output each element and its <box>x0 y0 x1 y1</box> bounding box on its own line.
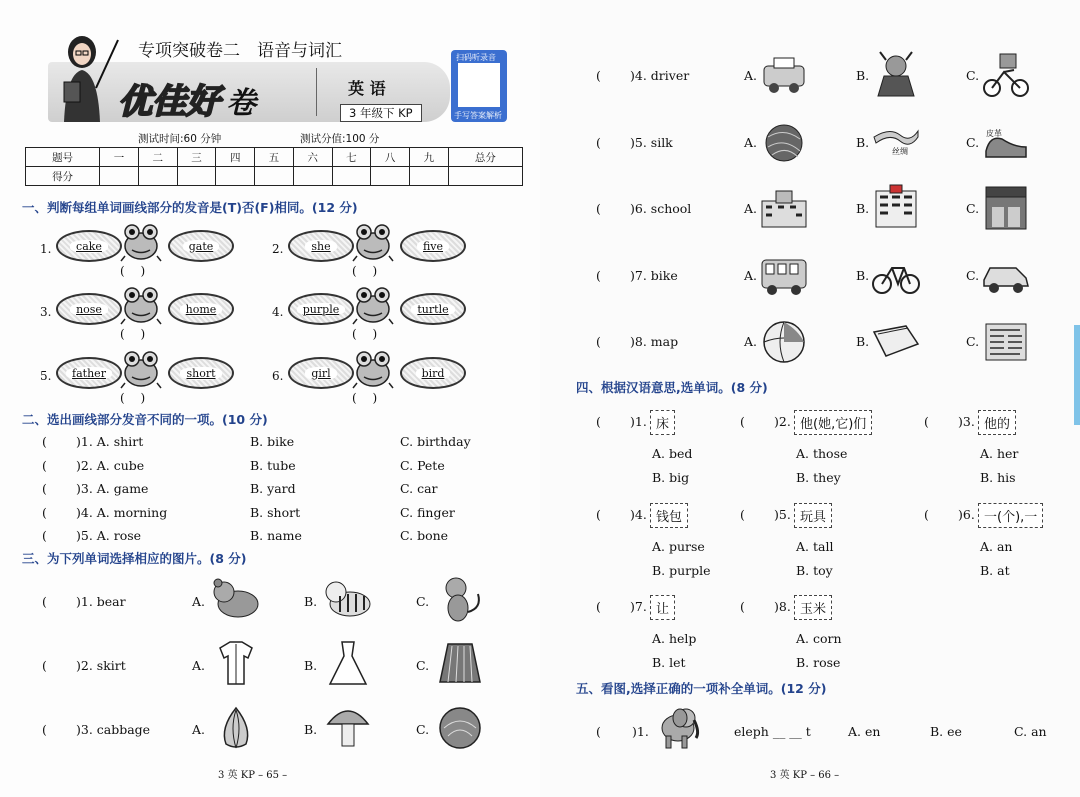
score-table-score-row <box>26 167 523 186</box>
dress-icon <box>322 638 374 688</box>
score-header-cell: 二 <box>138 148 177 167</box>
item-number: )3. <box>958 414 975 429</box>
word-b: turtle <box>411 303 454 316</box>
newspaper-icon <box>980 316 1032 366</box>
item-number: )4. <box>630 507 647 522</box>
score-header-cell: 八 <box>371 148 410 167</box>
option-letter[interactable]: B. <box>304 658 318 673</box>
option-a[interactable]: )5. A. rose <box>76 528 142 543</box>
option-b[interactable]: B. name <box>250 528 302 543</box>
pair-number: 4. <box>272 305 284 319</box>
brand-logo <box>118 74 256 123</box>
word-b: short <box>180 367 221 380</box>
score-table <box>25 147 523 186</box>
item-word: )6. school <box>630 201 692 216</box>
answer-paren[interactable]: ( <box>42 481 47 496</box>
score-header-cell: 九 <box>410 148 449 167</box>
option-letter[interactable]: C. <box>416 658 430 673</box>
score-header-cell: 三 <box>177 148 216 167</box>
box-icon <box>870 316 922 366</box>
score-cell[interactable] <box>216 167 255 186</box>
answer-paren[interactable]: ( <box>596 414 601 429</box>
answer-paren[interactable]: ( <box>740 599 745 614</box>
right-page <box>540 0 1080 797</box>
silk-caption: 丝绸 <box>892 147 908 156</box>
leather-caption: 皮革 <box>986 129 1002 138</box>
bus-icon <box>758 250 810 300</box>
answer-paren[interactable]: ( <box>596 68 601 83</box>
score-cell[interactable] <box>293 167 332 186</box>
pair-number: 5. <box>40 369 52 383</box>
s5-item1-num: )1. <box>632 724 649 739</box>
word-oval-a <box>56 293 122 325</box>
frog-icon <box>120 349 162 389</box>
option-letter[interactable]: A. <box>192 658 206 673</box>
option-b[interactable]: B. at <box>980 563 1010 578</box>
score-header-cell: 六 <box>293 148 332 167</box>
word-b: bird <box>416 367 451 380</box>
option-a[interactable]: A. bed <box>652 446 693 461</box>
answer-paren[interactable]: ( <box>596 507 601 522</box>
word-b: home <box>180 303 223 316</box>
score-cell[interactable] <box>177 167 216 186</box>
option-c[interactable]: C. finger <box>400 504 455 520</box>
word-a: she <box>305 240 336 253</box>
score-row-label: 得分 <box>26 167 100 186</box>
s5-option-c[interactable]: C. an <box>1014 724 1047 739</box>
motorbike-icon <box>980 50 1032 100</box>
word-oval-a <box>56 230 122 262</box>
word-oval-a <box>288 230 354 262</box>
section3-title: 三、为下列单词选择相应的图片。(8 分) <box>22 551 247 566</box>
option-a[interactable]: A. corn <box>796 631 842 646</box>
elephant-icon <box>652 702 702 752</box>
word-oval-a <box>56 357 122 389</box>
chinese-word-box: 床 <box>650 410 675 435</box>
chinese-word-box: 让 <box>650 595 675 620</box>
option-letter[interactable]: A. <box>744 201 758 216</box>
chinese-word-box: 玩具 <box>794 503 832 528</box>
grade-badge: 3 年级下 KP <box>340 104 422 122</box>
option-letter[interactable]: B. <box>856 134 870 150</box>
school-building-icon <box>758 183 810 233</box>
leather-shoe-icon <box>980 117 1032 167</box>
answer-blank[interactable]: ( ) <box>352 327 378 341</box>
option-letter[interactable]: A. <box>192 594 206 609</box>
pair-number: 2. <box>272 242 284 256</box>
answer-blank[interactable]: ( ) <box>120 391 146 405</box>
item-word: )7. bike <box>630 267 678 283</box>
score-cell[interactable] <box>138 167 177 186</box>
answer-paren[interactable]: ( <box>596 201 601 216</box>
section1-title: 一、判断每组单词画线部分的发音是(T)否(F)相同。(12 分) <box>22 200 358 215</box>
monster-icon <box>870 50 922 100</box>
option-b[interactable]: B. rose <box>796 655 841 670</box>
word-oval-b <box>400 293 466 325</box>
option-letter[interactable]: A. <box>192 722 206 737</box>
s5-option-b[interactable]: B. ee <box>930 724 962 739</box>
answer-paren[interactable]: ( <box>740 414 745 429</box>
brand-text: 优佳好 <box>118 82 220 122</box>
option-letter[interactable]: C. <box>966 201 980 216</box>
teacher-icon <box>56 30 122 122</box>
option-b[interactable]: B. his <box>980 470 1016 485</box>
score-cell[interactable] <box>371 167 410 186</box>
option-letter[interactable]: A. <box>744 267 758 283</box>
item-number: )1. <box>630 414 647 429</box>
s5-paren[interactable]: ( <box>596 724 601 739</box>
qr-code-icon[interactable] <box>458 63 500 107</box>
option-b[interactable]: B. short <box>250 504 301 520</box>
item-word: )8. map <box>630 334 679 349</box>
answer-blank[interactable]: ( ) <box>352 264 378 278</box>
qr-bottom-label: 手写答案解析 <box>454 111 502 120</box>
word-a: purple <box>297 303 345 316</box>
option-c[interactable]: C. bone <box>400 528 449 543</box>
silk-scarf-icon <box>870 117 922 167</box>
section4-title: 四、根据汉语意思,选单词。(8 分) <box>576 380 768 395</box>
series-title: 专项突破卷二 语音与词汇 <box>138 41 342 61</box>
option-a[interactable]: )4. A. morning <box>76 504 168 520</box>
item-number: )2. <box>774 414 791 429</box>
taxi-icon <box>758 50 810 100</box>
frog-icon <box>352 349 394 389</box>
option-a[interactable]: A. purse <box>652 539 705 554</box>
option-a[interactable]: A. help <box>652 631 697 646</box>
answer-paren[interactable]: ( <box>596 134 601 150</box>
option-letter[interactable]: C. <box>966 68 980 83</box>
option-b[interactable]: B. big <box>652 470 690 485</box>
option-letter[interactable]: C. <box>966 134 980 150</box>
answer-paren[interactable]: ( <box>596 599 601 614</box>
page-edge-tab <box>1074 325 1080 425</box>
option-letter[interactable]: B. <box>856 201 870 216</box>
chinese-word-box: 一(个),一 <box>978 503 1043 528</box>
tiger-icon <box>322 574 374 624</box>
word-a: father <box>66 367 112 380</box>
cabbage-icon <box>434 702 486 752</box>
option-b[interactable]: B. let <box>652 655 686 670</box>
score-cell[interactable] <box>410 167 449 186</box>
chinese-word-box: 他的 <box>978 410 1016 435</box>
word-b: five <box>417 240 449 253</box>
monkey-icon <box>434 574 486 624</box>
score-header-cell: 五 <box>255 148 294 167</box>
score-cell[interactable] <box>448 167 522 186</box>
option-letter[interactable]: C. <box>966 334 980 349</box>
onion-icon <box>210 702 262 752</box>
pair-number: 3. <box>40 305 52 319</box>
answer-paren[interactable]: ( <box>42 434 47 449</box>
option-a[interactable]: A. her <box>980 446 1019 461</box>
car-icon <box>980 250 1032 300</box>
item-number: )6. <box>958 507 975 522</box>
option-a[interactable]: )3. A. game <box>76 481 149 496</box>
option-b[interactable]: B. purple <box>652 563 711 578</box>
answer-paren[interactable]: ( <box>596 267 601 283</box>
word-a: cake <box>70 240 108 253</box>
option-b[interactable]: B. they <box>796 470 841 485</box>
answer-paren[interactable]: ( <box>740 507 745 522</box>
word-oval-b <box>400 230 466 262</box>
answer-paren[interactable]: ( <box>596 334 601 349</box>
option-c[interactable]: C. Pete <box>400 457 445 473</box>
item-number: )8. <box>774 599 791 614</box>
option-a[interactable]: A. those <box>796 446 848 461</box>
option-a[interactable]: A. tall <box>796 539 834 554</box>
answer-blank[interactable]: ( ) <box>352 391 378 405</box>
option-letter[interactable]: C. <box>416 594 430 609</box>
answer-paren[interactable]: ( <box>42 658 47 673</box>
score-label: 测试分值:100 分 <box>300 133 380 145</box>
item-word: )5. silk <box>630 134 673 150</box>
frog-icon <box>120 222 162 262</box>
word-oval-a <box>288 357 354 389</box>
shirt-icon <box>210 638 262 688</box>
skirt-pleated-icon <box>434 638 486 688</box>
answer-paren[interactable]: ( <box>42 528 47 543</box>
chinese-word-box: 钱包 <box>650 503 688 528</box>
s5-option-a[interactable]: A. en <box>848 724 881 739</box>
score-cell[interactable] <box>255 167 294 186</box>
section5-title: 五、看图,选择正确的一项补全单词。(12 分) <box>576 681 827 696</box>
option-letter[interactable]: A. <box>744 334 758 349</box>
s5-word: eleph __ __ t <box>734 724 811 739</box>
score-header-cell: 总分 <box>448 148 522 167</box>
word-oval-b <box>168 357 234 389</box>
word-oval-b <box>400 357 466 389</box>
option-c[interactable]: C. birthday <box>400 434 471 449</box>
word-oval-b <box>168 293 234 325</box>
word-b: gate <box>183 240 220 253</box>
bear-icon <box>210 574 262 624</box>
score-cell[interactable] <box>332 167 371 186</box>
option-letter[interactable]: B. <box>304 722 318 737</box>
score-header-cell: 一 <box>100 148 139 167</box>
yarn-ball-icon <box>758 117 810 167</box>
chinese-word-box: 玉米 <box>794 595 832 620</box>
item-word: )2. skirt <box>76 658 126 673</box>
ball-icon <box>758 316 810 366</box>
score-cell[interactable] <box>100 167 139 186</box>
right-footer: 3 英 KP – 66 – <box>770 770 840 781</box>
left-footer: 3 英 KP – 65 – <box>218 770 288 781</box>
answer-blank[interactable]: ( ) <box>120 264 146 278</box>
option-letter[interactable]: B. <box>856 68 870 83</box>
option-letter[interactable]: A. <box>744 134 758 150</box>
frog-icon <box>120 285 162 325</box>
item-number: )7. <box>630 599 647 614</box>
answer-paren[interactable]: ( <box>42 722 47 737</box>
pair-number: 1. <box>40 242 52 256</box>
frog-icon <box>352 222 394 262</box>
subject-label: 英 语 <box>348 79 386 98</box>
office-building-icon <box>870 183 922 233</box>
option-letter[interactable]: B. <box>856 267 870 283</box>
mushroom-icon <box>322 702 374 752</box>
item-word: )3. cabbage <box>76 722 151 737</box>
option-a[interactable]: )2. A. cube <box>76 457 145 473</box>
option-b[interactable]: B. yard <box>250 481 296 496</box>
time-label: 测试时间:60 分钟 <box>138 133 222 145</box>
score-header-cell: 四 <box>216 148 255 167</box>
answer-paren[interactable]: ( <box>42 594 47 609</box>
pair-number: 6. <box>272 369 284 383</box>
option-c[interactable]: C. car <box>400 481 438 496</box>
word-a: girl <box>305 367 336 380</box>
answer-blank[interactable]: ( ) <box>120 327 146 341</box>
option-b[interactable]: B. toy <box>796 563 833 578</box>
answer-paren[interactable]: ( <box>42 457 47 473</box>
item-word: )4. driver <box>630 68 690 83</box>
option-letter[interactable]: A. <box>744 68 758 83</box>
option-letter[interactable]: C. <box>966 267 980 283</box>
option-letter[interactable]: B. <box>856 334 870 349</box>
score-header-cell: 题号 <box>26 148 100 167</box>
option-a[interactable]: )1. A. shirt <box>76 434 144 449</box>
score-header-cell: 七 <box>332 148 371 167</box>
answer-paren[interactable]: ( <box>924 414 929 429</box>
answer-paren[interactable]: ( <box>42 504 47 520</box>
item-number: )5. <box>774 507 791 522</box>
option-b[interactable]: B. bike <box>250 434 295 449</box>
option-letter[interactable]: C. <box>416 722 430 737</box>
item-word: )1. bear <box>76 594 126 609</box>
header-divider <box>316 68 317 116</box>
answer-paren[interactable]: ( <box>924 507 929 522</box>
section2-title: 二、选出画线部分发音不同的一项。(10 分) <box>22 412 268 427</box>
qr-top-label: 扫码听录音 <box>456 53 496 62</box>
word-oval-b <box>168 230 234 262</box>
frog-icon <box>352 285 394 325</box>
word-a: nose <box>70 303 108 316</box>
word-oval-a <box>288 293 354 325</box>
option-a[interactable]: A. an <box>980 539 1013 554</box>
shop-icon <box>980 183 1032 233</box>
bicycle-icon <box>870 250 922 300</box>
brand-suffix: 卷 <box>226 86 256 121</box>
option-b[interactable]: B. tube <box>250 457 296 473</box>
score-table-header-row <box>26 148 523 167</box>
chinese-word-box: 他(她,它)们 <box>794 410 872 435</box>
option-letter[interactable]: B. <box>304 594 318 609</box>
